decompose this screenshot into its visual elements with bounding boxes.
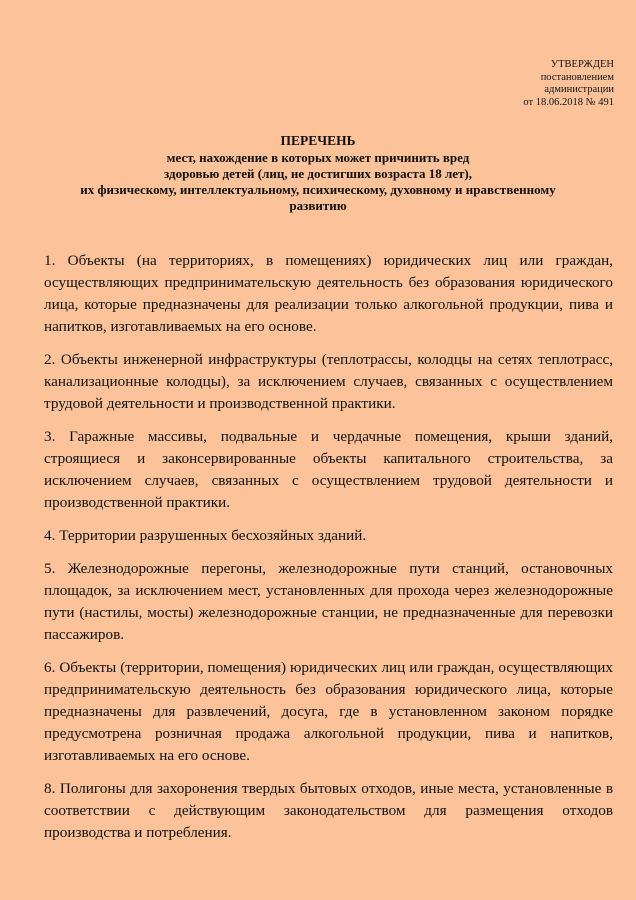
approval-line-4: от 18.06.2018 № 491 — [523, 96, 614, 108]
heading-line-2: здоровью детей (лиц, не достигших возраста 18 лет), — [164, 166, 472, 181]
heading-line-4: развитию — [289, 198, 347, 213]
heading-line-1: мест, нахождение в которых может причинить вред — [166, 150, 470, 165]
list-items — [44, 250, 613, 855]
approval-stamp — [523, 59, 614, 109]
list-item: 1. Объекты (на территориях, в помещениях) юридических лиц или граждан, осуществляющих предпринимательскую деятельность без образования юридического лица, которые предназначены для реализации только алкогольной продукции, пива и напитков, изготавливаемых на его основе. — [44, 252, 613, 335]
document-heading — [40, 133, 596, 214]
document-title: ПЕРЕЧЕНЬ — [280, 133, 356, 148]
heading-line-3: их физическому, интеллектуальному, психическому, духовному и нравственному — [80, 182, 556, 197]
approval-line-2: постановлением — [540, 71, 614, 83]
list-item: 8. Полигоны для захоронения твердых бытовых отходов, иные места, установленные в соответствии с действующим законодательством для размещения отходов производства и потребления. — [44, 780, 613, 841]
list-item: 3. Гаражные массивы, подвальные и чердачные помещения, крыши зданий, строящиеся и законсервированные объекты капитального строительства, за исключением случаев, связанных с осуществлением трудовой деятельности и производственной практики. — [44, 428, 613, 511]
approval-line-3: администрации — [544, 84, 614, 95]
list-item: 2. Объекты инженерной инфраструктуры (теплотрассы, колодцы на сетях теплотрасс, канализационные колодцы), за исключением случаев, связанных с осуществлением трудовой деятельности и производственной практики. — [44, 351, 613, 412]
list-item: 5. Железнодорожные перегоны, железнодорожные пути станций, остановочных площадок, за исключением мест, установленных для прохода через железнодорожные пути (настилы, мосты) железнодорожные станции, не предназначенные для перевозки пассажиров. — [44, 560, 613, 643]
list-item: 4. Территории разрушенных бесхозяйных зданий. — [44, 527, 367, 544]
list-item: 6. Объекты (территории, помещения) юридических лиц или граждан, осуществляющих предпринимательскую деятельность без образования юридического лица, которые предназначены для развлечений, досуга, где в установленном законом порядке предусмотрена розничная продажа алкогольной продукции, пива и напитков, изготавливаемых на его основе. — [44, 659, 613, 764]
approval-line-1: УТВЕРЖДЕН — [550, 59, 614, 70]
